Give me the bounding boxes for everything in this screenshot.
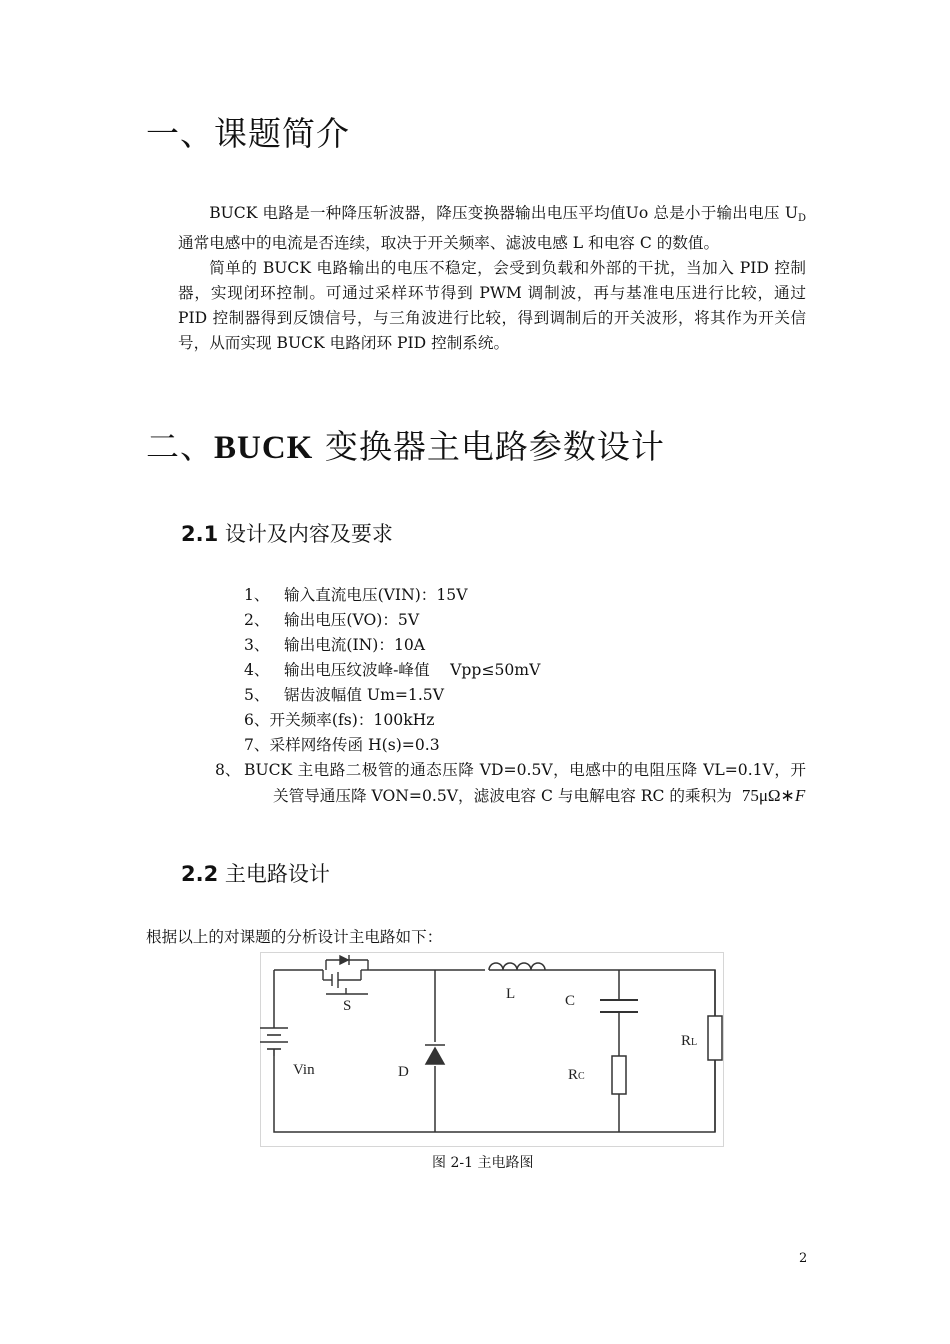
section2-title	[146, 421, 665, 468]
label-vin: Vin	[293, 1062, 315, 1078]
requirement-text: 采样网络传函 H(s)=0.3	[269, 736, 440, 754]
circuit-intro-text: 根据以上的对课题的分析设计主电路如下：	[146, 928, 443, 946]
subsection-2-1-title	[181, 518, 393, 548]
requirement-item	[244, 583, 806, 608]
para1-text-a: BUCK 电路是一种降压斩波器，降压变换器输出电压平均值Uo 总是小于输出电压 U	[209, 204, 798, 222]
requirement-text: 输出电压纹波峰-峰值 Vpp≤50mV	[284, 661, 541, 679]
section2-title-suffix: 变换器主电路参数设计	[313, 427, 665, 466]
requirement-text: 开关频率(fs)：100kHz	[269, 711, 435, 729]
requirement-number: 1、	[244, 586, 270, 604]
label-rl	[681, 1033, 697, 1049]
intro-paragraph-1	[178, 201, 806, 256]
section2-title-prefix: 二、	[146, 427, 214, 466]
requirement-number: 3、	[244, 636, 270, 654]
requirement-text: BUCK 主电路二极管的通态压降 VD=0.5V，电感中的电阻压降 VL=0.1V，开关管导通压降 VON=0.5V，滤波电容 C 与电解电容 RC 的乘积为	[244, 761, 806, 805]
para1-subscript: D	[797, 213, 806, 224]
requirement-number: 7、	[244, 736, 270, 754]
subsection-2-1-text: 设计及内容及要求	[218, 522, 393, 546]
requirement-number: 5、	[244, 686, 270, 704]
buck-circuit-diagram	[260, 952, 724, 1147]
label-inductor: L	[506, 986, 516, 1002]
diode-icon	[425, 1045, 445, 1064]
requirement-text: 输出电流(IN)：10A	[284, 636, 426, 654]
requirement-text: 输出电压(VO)：5V	[284, 611, 420, 629]
label-capacitor: C	[565, 993, 576, 1009]
requirements-list	[215, 583, 806, 809]
capacitor-icon	[600, 1000, 638, 1012]
formula-main: 75μΩ∗	[741, 786, 795, 805]
label-rl-main: R	[681, 1033, 692, 1049]
requirement-item	[244, 708, 806, 733]
resistor-rc-icon	[612, 1056, 626, 1094]
subsection-2-2-text: 主电路设计	[218, 862, 330, 886]
requirement-item	[244, 633, 806, 658]
requirement-formula	[742, 786, 805, 805]
label-rc-sub: C	[578, 1071, 585, 1082]
requirement-item	[244, 733, 806, 758]
figure-caption: 图 2-1 主电路图	[432, 1155, 534, 1171]
section1-title: 一、课题简介	[146, 114, 350, 153]
requirement-item: 8、 BUCK 主电路二极管的通态压降 VD=0.5V，电感中的电阻压降 VL=0.1V，开关管导通压降 VON=0.5V，滤波电容 C 与电解电容 RC 的乘积为 75μΩ∗F	[215, 761, 806, 805]
requirement-item	[244, 658, 806, 683]
battery-icon	[260, 1028, 288, 1056]
intro-paragraph-2: 简单的 BUCK 电路输出的电压不稳定，会受到负载和外部的干扰，当加入 PID 控制器，实现闭环控制。可通过采样环节得到 PWM 调制波，再与基准电压进行比较，通过 PID 控制器得到反馈信号，与三角波进行比较，得到调制后的开关波形，将其作为开关信号，从而实现 BUCK 电路闭环 PID 控制系统。	[178, 259, 806, 352]
requirement-text: 锯齿波幅值 Um=1.5V	[284, 686, 444, 704]
label-rl-sub: L	[691, 1037, 698, 1048]
subsection-2-2-title	[181, 858, 330, 888]
section1-body	[178, 201, 806, 356]
requirement-item	[244, 683, 806, 708]
label-rc-main: R	[568, 1067, 579, 1083]
requirement-text: 输入直流电压(VIN)：15V	[284, 586, 468, 604]
subsection-2-2-number: 2.2	[181, 862, 219, 886]
label-switch: S	[343, 998, 352, 1014]
formula-unit: F	[794, 786, 806, 805]
resistor-rl-icon	[708, 1016, 722, 1060]
figure-frame	[261, 953, 724, 1147]
page-number: 2	[799, 1251, 808, 1266]
subsection-2-1-number: 2.1	[181, 522, 219, 546]
inductor-icon	[489, 963, 545, 970]
mosfet-switch-icon	[323, 955, 370, 994]
requirement-number: 2、	[244, 611, 270, 629]
label-diode: D	[398, 1064, 409, 1080]
para1-text-b: 通常电感中的电流是否连续，取决于开关频率、滤波电感 L 和电容 C 的数值。	[178, 234, 720, 252]
requirement-number: 4、	[244, 661, 270, 679]
section2-title-bold: BUCK	[214, 430, 314, 466]
label-rc	[568, 1067, 585, 1083]
requirement-item	[244, 608, 806, 633]
circuit-svg	[260, 952, 724, 1147]
requirement-number: 6、	[244, 711, 270, 729]
